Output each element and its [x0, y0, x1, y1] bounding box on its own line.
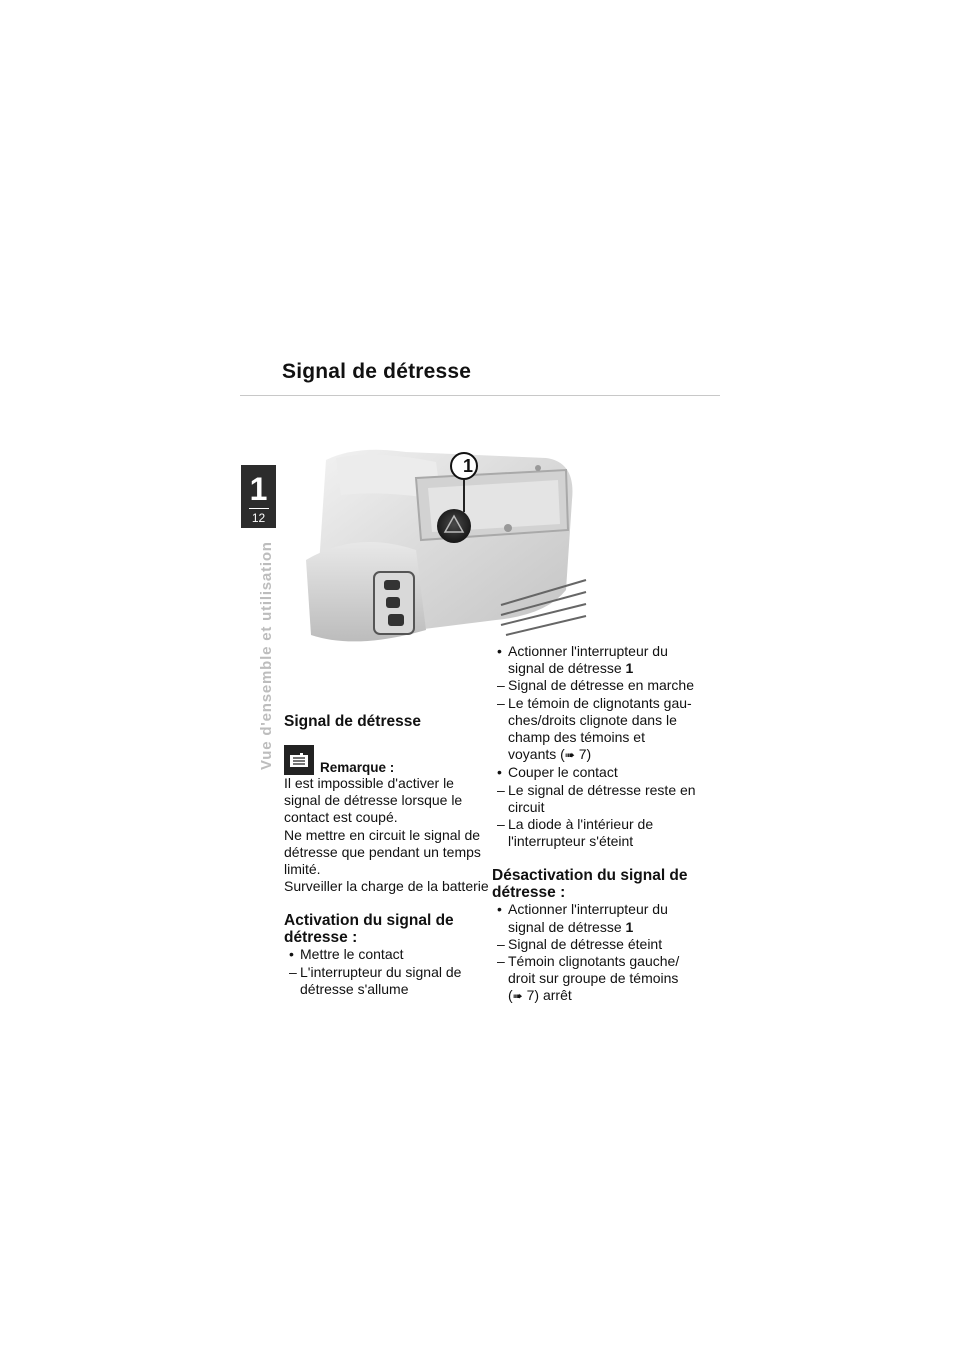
- section-heading: Signal de détresse: [284, 713, 421, 730]
- activation-heading-cont: détresse :: [284, 929, 358, 947]
- note-line: Surveiller la charge de la batterie: [284, 878, 489, 895]
- list-item: – Le signal de détresse reste en circuit: [492, 782, 697, 816]
- title-rule: [240, 395, 720, 396]
- list-item: – Signal de détresse éteint: [492, 936, 697, 953]
- figure-callout: 1: [462, 456, 473, 476]
- list-item: – L'interrupteur du signal de détresse s'allume: [284, 964, 489, 998]
- page-ref-arrow-icon: ➠: [512, 989, 523, 1004]
- switch-reference: 1: [625, 660, 634, 677]
- list-item: – La diode à l'intérieur de l'interrupteur s'éteint: [492, 816, 697, 850]
- page-reference: 7): [574, 746, 592, 763]
- handlebar-switch-photo: [296, 440, 600, 652]
- note-hand-icon: [284, 745, 314, 775]
- chapter-number: 1: [249, 471, 268, 507]
- page-reference: 7) arrêt: [522, 987, 572, 1004]
- list-item: – Témoin clignotants gauche/ droit sur groupe de témoins (➠ 7) arrêt: [492, 953, 697, 1006]
- right-column: [492, 643, 697, 1006]
- chapter-side-label: Vue d'ensemble et utilisation: [258, 541, 275, 770]
- note-header: [284, 745, 489, 775]
- switch-reference: 1: [625, 918, 634, 935]
- list-item: • Mettre le contact: [284, 946, 489, 963]
- list-item: • Actionner l'interrupteur du signal de détresse 1: [492, 901, 697, 935]
- page-number: 12: [251, 511, 266, 525]
- list-item: – Le témoin de clignotants gau-ches/droits clignote dans le champ des témoins et voyants (➠ 7): [492, 695, 697, 765]
- note-label: Remarque :: [320, 760, 395, 775]
- note-line: Il est impossible d'activer le signal de détresse lorsque le contact est coupé.: [284, 775, 463, 826]
- page-title: Signal de détresse: [282, 360, 472, 383]
- chapter-tab: [241, 465, 276, 528]
- list-item: • Actionner l'interrupteur du signal de détresse 1: [492, 643, 697, 677]
- deactivation-heading-cont: détresse :: [492, 884, 566, 902]
- activation-heading: Activation du signal de: [284, 912, 454, 930]
- deactivation-heading: Désactivation du signal de: [492, 867, 688, 885]
- list-item: • Couper le contact: [492, 764, 697, 781]
- left-column: [284, 712, 489, 998]
- note-line: Ne mettre en circuit le signal de détresse que pendant un temps limité.: [284, 826, 481, 878]
- list-item: – Signal de détresse en marche: [492, 677, 697, 694]
- page-ref-arrow-icon: ➠: [564, 748, 575, 763]
- tab-rule: [249, 508, 269, 509]
